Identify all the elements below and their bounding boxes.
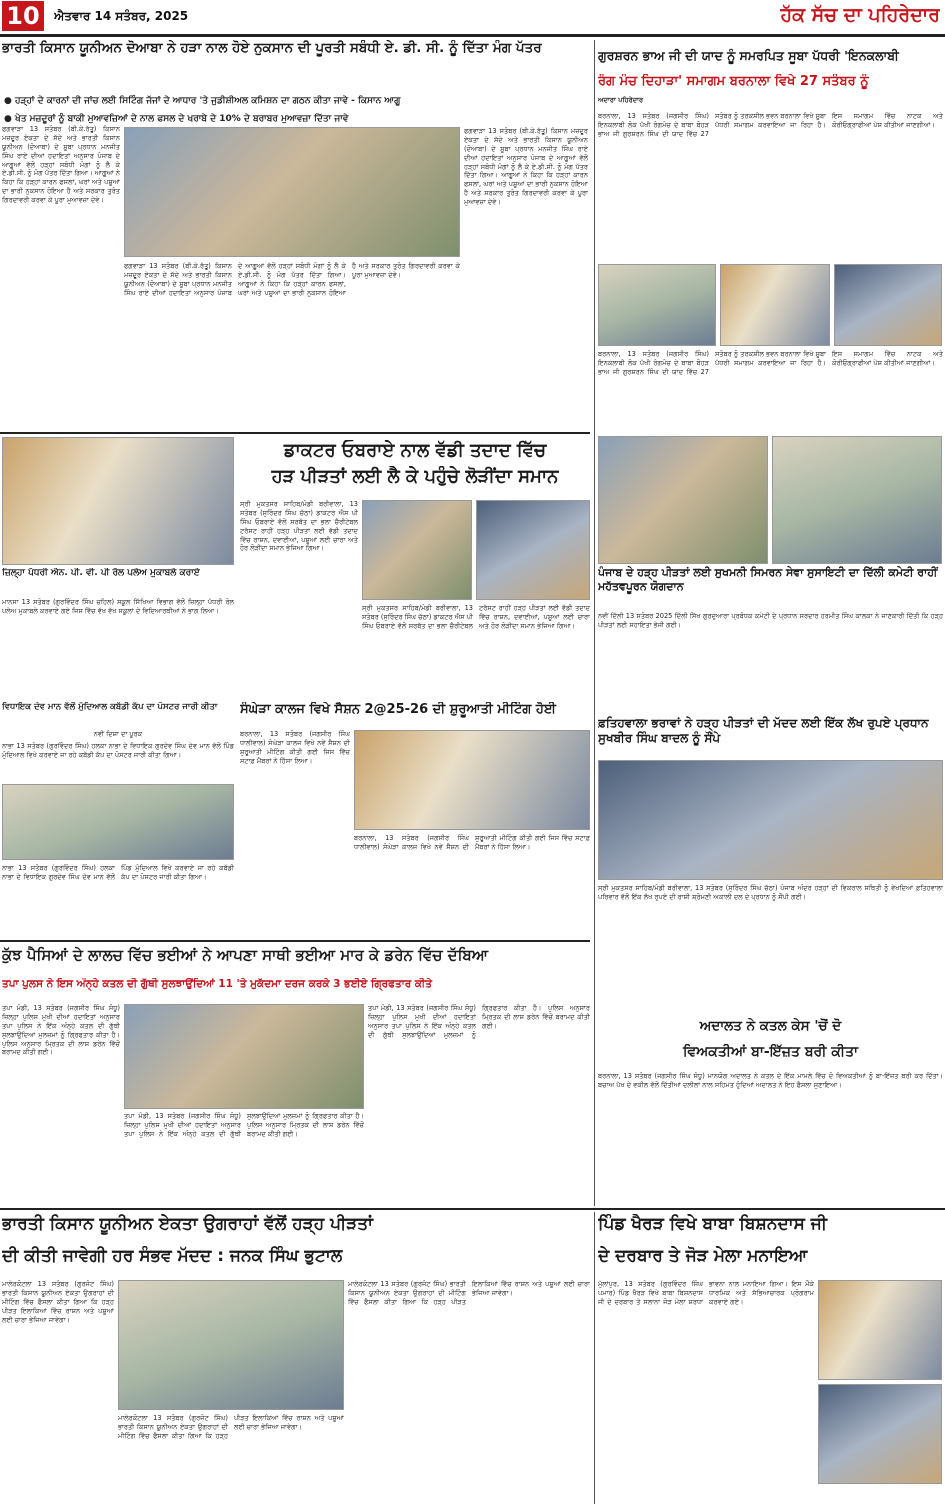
bku-body: ਮਾਲੇਰਕੋਟਲਾ 13 ਸਤੰਬਰ (ਗੁਰਜੰਟ ਸਿੰਘ) ਭਾਰਤੀ ਕਿਸਾਨ ਯੂਨੀਅਨ ਏਕਤਾ ਉਗਰਾਹਾਂ ਦੀ ਮੀਟਿੰਗ ਵਿੱਚ ਫੈਸਲਾ ਕੀਤਾ ਗਿਆ ਕਿ ਹੜ੍ਹ ਪੀੜਤ ਇਲਾਕਿਆਂ ਵਿੱਚ ਰਾਸ਼ਨ ਅਤੇ ਪਸ਼ੂਆਂ ਲਈ ਚਾਰਾ ਭੇਜਿਆ ਜਾਵੇਗਾ। — [2, 1280, 114, 1324]
relief-body: ਨਵੀਂ ਦਿੱਲੀ 13 ਸਤੰਬਰ 2025 ਦਿੱਲੀ ਸਿੱਖ ਗੁਰਦੁਆਰਾ ਪ੍ਰਬੰਧਕ ਕਮੇਟੀ ਦੇ ਪ੍ਰਧਾਨ ਸਰਦਾਰ ਹਰਮੀਤ ਸਿੰਘ ਕਾਲਕਾ ਨੇ ਜਾਣਕਾਰੀ ਦਿੱਤੀ ਕਿ ਹੜ੍ਹ ਪੀੜਤਾਂ ਲਈ ਸਹਾਇਤਾ ਭੇਜੀ ਗਈ। — [598, 612, 943, 629]
fatehgarh-body: ਸ੍ਰੀ ਮੁਕਤਸਰ ਸਾਹਿਬ/ਮੰਡੀ ਬਰੀਵਾਲਾ, 13 ਸਤੰਬਰ (ਸੁਰਿੰਦਰ ਸਿੰਘ ਚੱਠਾ) ਪੰਜਾਬ ਅੰਦਰ ਹੜ੍ਹਾਂ ਦੀ ਵਿਕਰਾਲ ਸਥਿਤੀ ਨੂੰ ਵੇਖਦਿਆਂ ਫ਼ਤਿਹਵਾਲਾ ਪਰਿਵਾਰ ਵੱਲੋਂ ਇੱਕ ਲੱਖ ਰੁਪਏ ਦੀ ਰਾਸ਼ੀ ਸ਼੍ਰੋਮਣੀ ਅਕਾਲੀ ਦਲ ਦੇ ਪ੍ਰਧਾਨ ਨੂੰ ਸੌਂਪੀ ਗਈ। — [598, 884, 943, 901]
bku-body-2: ਮਾਲੇਰਕੋਟਲਾ 13 ਸਤੰਬਰ (ਗੁਰਜੰਟ ਸਿੰਘ) ਭਾਰਤੀ ਕਿਸਾਨ ਯੂਨੀਅਨ ਏਕਤਾ ਉਗਰਾਹਾਂ ਦੀ ਮੀਟਿੰਗ ਵਿੱਚ ਫੈਸਲਾ ਕੀਤਾ ਗਿਆ ਕਿ ਹੜ੍ਹ ਪੀੜਤ ਇਲਾਕਿਆਂ ਵਿੱਚ ਰਾਸ਼ਨ ਅਤੇ ਪਸ਼ੂਆਂ ਲਈ ਚਾਰਾ ਭੇਜਿਆ ਜਾਵੇਗਾ। — [118, 1414, 344, 1440]
bku-headline-2: ਦੀ ਕੀਤੀ ਜਾਵੇਗੀ ਹਰ ਸੰਭਵ ਮੱਦਦ : ਜਨਕ ਸਿੰਘ ਭੁਟਾਲ — [2, 1246, 343, 1266]
relief-photo-2 — [772, 436, 942, 564]
court-headline-1: ਅਦਾਲਤ ਨੇ ਕਤਲ ਕੇਸ 'ਚੋਂ ਦੋ — [699, 1018, 842, 1034]
college-photo — [354, 730, 590, 830]
divider-1 — [0, 432, 590, 434]
divider-3 — [0, 1208, 945, 1210]
divider-2 — [0, 940, 590, 942]
doctor-headline-2: ਹੜ ਪੀੜਤਾਂ ਲਈ ਲੈ ਕੇ ਪਹੁੰਚੇ ਲੋੜੀਂਦਾ ਸਮਾਨ — [271, 466, 559, 487]
fatehgarh-photo — [598, 760, 943, 880]
college-headline: ਸੰਘੇੜਾ ਕਾਲਜ ਵਿਖੇ ਸੈਸ਼ਨ 2@25-26 ਦੀ ਸ਼ੁਰੂਆਤੀ ਮੀਟਿੰਗ ਹੋਈ — [240, 702, 556, 717]
page-header — [0, 0, 945, 32]
kabaddi-subhead: ਨਵੀਂ ਦਿਸ਼ਾ ਦਾ ਪੂਰਕ — [93, 730, 143, 738]
lead-body-col2: ਫਗਵਾੜਾ 13 ਸਤੰਬਰ (ਬੀ.ਕੇ.ਰੱਤੂ) ਕਿਸਾਨ ਮਜ਼ਦੂਰ ਏਕਤਾ ਦੇ ਸੱਦੇ ਅਤੇ ਭਾਰਤੀ ਕਿਸਾਨ ਯੂਨੀਅਨ (ਦੋਆਬਾ) ਦੇ ਸੂਬਾ ਪ੍ਰਧਾਨ ਮਨਜੀਤ ਸਿੰਘ ਰਾਏ ਦੀਆਂ ਹਦਾਇਤਾਂ ਅਨੁਸਾਰ ਪੰਜਾਬ ਦੇ ਆਗੂਆਂ ਵੱਲੋਂ ਹੜ੍ਹਾਂ ਸਬੰਧੀ ਮੰਗਾਂ ਨੂੰ ਲੈ ਕੇ ਏ.ਡੀ.ਸੀ. ਨੂੰ ਮੰਗ ਪੱਤਰ ਦਿੱਤਾ ਗਿਆ। ਆਗੂਆਂ ਨੇ ਕਿਹਾ ਕਿ ਹੜ੍ਹਾਂ ਕਾਰਨ ਫਸਲਾਂ, ਘਰਾਂ ਅਤੇ ਪਸ਼ੂਆਂ ਦਾ ਭਾਰੀ ਨੁਕਸਾਨ ਹੋਇਆ ਹੈ ਅਤੇ ਸਰਕਾਰ ਤੁਰੰਤ ਗਿਰਦਾਵਰੀ ਕਰਵਾ ਕੇ ਪੂਰਾ ਮੁਆਵਜ਼ਾ ਦੇਵੇ। — [124, 262, 460, 297]
crime-body-3: ਤਪਾ ਮੰਡੀ, 13 ਸਤੰਬਰ (ਜਗਸੀਰ ਸਿੰਘ ਸੰਧੂ) ਜ਼ਿਲ੍ਹਾ ਪੁਲਿਸ ਮੁਖੀ ਦੀਆਂ ਹਦਾਇਤਾਂ ਅਨੁਸਾਰ ਤਪਾ ਪੁਲਿਸ ਨੇ ਇੱਕ ਅੰਨ੍ਹੇ ਕਤਲ ਦੀ ਗੁੱਥੀ ਸੁਲਝਾਉਂਦਿਆਂ ਮੁਲਜ਼ਮਾਂ ਨੂੰ ਗ੍ਰਿਫਤਾਰ ਕੀਤਾ ਹੈ। ਪੁਲਿਸ ਅਨੁਸਾਰ ਮ੍ਰਿਤਕ ਦੀ ਲਾਸ਼ ਡਰੇਨ ਵਿੱਚੋਂ ਬਰਾਮਦ ਕੀਤੀ ਗਈ। — [124, 1112, 364, 1138]
theatre-body: ਬਰਨਾਲਾ, 13 ਸਤੰਬਰ (ਜਗਸੀਰ ਸਿੰਘ) ਇਨਕਲਾਬੀ ਲੋਕ ਪੱਖੀ ਰੰਗਮੰਚ ਦੇ ਬਾਬਾ ਬੋਹੜ ਭਾਅ ਜੀ ਗੁਰਸ਼ਰਨ ਸਿੰਘ ਦੀ ਯਾਦ ਵਿੱਚ 27 ਸਤੰਬਰ ਨੂੰ ਤਰਕਸ਼ੀਲ ਭਵਨ ਬਰਨਾਲਾ ਵਿਖੇ ਸੂਬਾ ਪੱਧਰੀ ਸਮਾਗਮ ਕਰਵਾਇਆ ਜਾ ਰਿਹਾ ਹੈ। ਇਸ ਸਮਾਗਮ ਵਿੱਚ ਨਾਟਕ ਅਤੇ ਕੋਰੀਓਗ੍ਰਾਫੀਆਂ ਪੇਸ਼ ਕੀਤੀਆਂ ਜਾਣਗੀਆਂ। — [598, 112, 943, 138]
theatre-byline: ਅਦਾਰਾ ਪਹਿਰੇਦਾਰ — [598, 96, 644, 104]
crime-body: ਤਪਾ ਮੰਡੀ, 13 ਸਤੰਬਰ (ਜਗਸੀਰ ਸਿੰਘ ਸੰਧੂ) ਜ਼ਿਲ੍ਹਾ ਪੁਲਿਸ ਮੁਖੀ ਦੀਆਂ ਹਦਾਇਤਾਂ ਅਨੁਸਾਰ ਤਪਾ ਪੁਲਿਸ ਨੇ ਇੱਕ ਅੰਨ੍ਹੇ ਕਤਲ ਦੀ ਗੁੱਥੀ ਸੁਲਝਾਉਂਦਿਆਂ ਮੁਲਜ਼ਮਾਂ ਨੂੰ ਗ੍ਰਿਫਤਾਰ ਕੀਤਾ ਹੈ। ਪੁਲਿਸ ਅਨੁਸਾਰ ਮ੍ਰਿਤਕ ਦੀ ਲਾਸ਼ ਡਰੇਨ ਵਿੱਚੋਂ ਬਰਾਮਦ ਕੀਤੀ ਗਈ। — [2, 1004, 120, 1057]
theatre-photo-1 — [598, 264, 716, 346]
kabaddi-body-2: ਨਾਭਾ 13 ਸਤੰਬਰ (ਗੁਰਵਿੰਦਰ ਸਿੰਘ) ਹਲਕਾ ਨਾਭਾ ਦੇ ਵਿਧਾਇਕ ਗੁਰਦੇਵ ਸਿੰਘ ਦੇਵ ਮਾਨ ਵੱਲੋਂ ਪਿੰਡ ਮੁੰਦਿਆਲ ਵਿਖੇ ਕਰਵਾਏ ਜਾ ਰਹੇ ਕਬੱਡੀ ਕੱਪ ਦਾ ਪੋਸਟਰ ਜਾਰੀ ਕੀਤਾ ਗਿਆ। — [2, 864, 234, 881]
relief-headline: ਪੰਜਾਬ ਦੇ ਹੜ੍ਹ ਪੀੜਤਾਂ ਲਈ ਸੁਖਮਨੀ ਸਿਮਰਨ ਸੇਵਾ ਸੁਸਾਇਟੀ ਦਾ ਦਿੱਲੀ ਕਮੇਟੀ ਰਾਹੀਂ ਮਹੱਤਵਪੂਰਨ ਯੋਗਦਾਨ — [598, 566, 938, 593]
mela-body: ਮੁੱਲਾਂਪੁਰ, 13 ਸਤੰਬਰ (ਗੁਰਵਿੰਦਰ ਸਿੰਘ ਪਮਾਰ) ਪਿੰਡ ਖੈਰੜ ਵਿਖੇ ਬਾਬਾ ਬਿਸ਼ਨਦਾਸ ਜੀ ਦੇ ਦਰਬਾਰ ਤੇ ਸਲਾਨਾ ਜੋੜ ਮੇਲਾ ਸ਼ਰਧਾ ਭਾਵਨਾ ਨਾਲ ਮਨਾਇਆ ਗਿਆ। ਇਸ ਮੌਕੇ ਧਾਰਮਿਕ ਅਤੇ ਸੱਭਿਆਚਾਰਕ ਪ੍ਰੋਗਰਾਮ ਕਰਵਾਏ ਗਏ। — [598, 1280, 814, 1306]
school-headline: ਜ਼ਿਲ੍ਹਾ ਪੱਧਰੀ ਐਨ. ਪੀ. ਵੀ. ਪੀ ਰੋਲ ਪਲੇਅ ਮੁਕਾਬਲੇ ਕਰਾਏ — [2, 568, 200, 578]
doctor-photo-1 — [362, 500, 472, 600]
lead-headline: ਭਾਰਤੀ ਕਿਸਾਨ ਯੂਨੀਅਨ ਦੋਆਬਾ ਨੇ ਹੜਾ ਨਾਲ ਹੋਏ ਨੁਕਸਾਨ ਦੀ ਪੂਰਤੀ ਸਬੰਧੀ ਏ. ਡੀ. ਸੀ. ਨੂੰ ਦਿੱਤਾ ਮੰਗ ਪੱਤਰ — [2, 40, 542, 56]
column-rule-right — [594, 40, 595, 1206]
kabaddi-photo — [2, 784, 234, 860]
crime-headline: ਕੁੱਝ ਪੈਸਿਆਂ ਦੇ ਲਾਲਚ ਵਿੱਚ ਭਈਆਂ ਨੇ ਆਪਣਾ ਸਾਥੀ ਭਈਆ ਮਾਰ ਕੇ ਡਰੇਨ ਵਿੱਚ ਦੱਬਿਆ — [2, 946, 489, 964]
kabaddi-headline: ਵਿਧਾਇਕ ਦੇਵ ਮਾਨ ਵੱਲੋਂ ਮੁੰਦਿਆਲ ਕਬੱਡੀ ਕੱਪ ਦਾ ਪੋਸਟਰ ਜਾਰੀ ਕੀਤਾ — [2, 702, 218, 712]
doctor-body-2: ਸ੍ਰੀ ਮੁਕਤਸਰ ਸਾਹਿਬ/ਮੰਡੀ ਬਰੀਵਾਲਾ, 13 ਸਤੰਬਰ (ਸੁਰਿੰਦਰ ਸਿੰਘ ਚੱਠਾ) ਡਾਕਟਰ ਐਸ ਪੀ ਸਿੰਘ ਓਬਰਾਏ ਵੱਲੋਂ ਸਰਬੱਤ ਦਾ ਭਲਾ ਚੈਰੀਟੇਬਲ ਟਰੱਸਟ ਰਾਹੀਂ ਹੜ੍ਹ ਪੀੜਤਾਂ ਲਈ ਵੱਡੀ ਤਦਾਦ ਵਿੱਚ ਰਾਸ਼ਨ, ਦਵਾਈਆਂ, ਪਸ਼ੂਆਂ ਲਈ ਚਾਰਾ ਅਤੇ ਹੋਰ ਲੋੜੀਂਦਾ ਸਮਾਨ ਭੇਜਿਆ ਗਿਆ। — [362, 604, 590, 630]
crime-subhead: ਤਪਾ ਪੁਲਸ ਨੇ ਇਸ ਅੰਨ੍ਹੇ ਕਤਲ ਦੀ ਗੁੱਥੀ ਸੁਲਝਾਉਂਦਿਆਂ 11 'ਤੇ ਮੁਕੱਦਮਾ ਦਰਜ ਕਰਕੇ 3 ਭਈਏ ਗ੍ਰਿਫਤਾਰ ਕੀਤੇ — [2, 978, 432, 990]
lead-body-col3: ਫਗਵਾੜਾ 13 ਸਤੰਬਰ (ਬੀ.ਕੇ.ਰੱਤੂ) ਕਿਸਾਨ ਮਜ਼ਦੂਰ ਏਕਤਾ ਦੇ ਸੱਦੇ ਅਤੇ ਭਾਰਤੀ ਕਿਸਾਨ ਯੂਨੀਅਨ (ਦੋਆਬਾ) ਦੇ ਸੂਬਾ ਪ੍ਰਧਾਨ ਮਨਜੀਤ ਸਿੰਘ ਰਾਏ ਦੀਆਂ ਹਦਾਇਤਾਂ ਅਨੁਸਾਰ ਪੰਜਾਬ ਦੇ ਆਗੂਆਂ ਵੱਲੋਂ ਹੜ੍ਹਾਂ ਸਬੰਧੀ ਮੰਗਾਂ ਨੂੰ ਲੈ ਕੇ ਏ.ਡੀ.ਸੀ. ਨੂੰ ਮੰਗ ਪੱਤਰ ਦਿੱਤਾ ਗਿਆ। ਆਗੂਆਂ ਨੇ ਕਿਹਾ ਕਿ ਹੜ੍ਹਾਂ ਕਾਰਨ ਫਸਲਾਂ, ਘਰਾਂ ਅਤੇ ਪਸ਼ੂਆਂ ਦਾ ਭਾਰੀ ਨੁਕਸਾਨ ਹੋਇਆ ਹੈ ਅਤੇ ਸਰਕਾਰ ਤੁਰੰਤ ਗਿਰਦਾਵਰੀ ਕਰਵਾ ਕੇ ਪੂਰਾ ਮੁਆਵਜ਼ਾ ਦੇਵੇ। — [464, 127, 588, 207]
fatehgarh-headline: ਫ਼ਤਿਹਵਾਲਾ ਭਰਾਵਾਂ ਨੇ ਹੜ੍ਹ ਪੀੜਤਾਂ ਦੀ ਮੱਦਦ ਲਈ ਇੱਕ ਲੱਖ ਰੁਪਏ ਪ੍ਰਧਾਨ ਸੁਖਬੀਰ ਸਿੰਘ ਬਾਦਲ ਨੂੰ ਸੌਂਪੇ — [598, 716, 929, 745]
crime-body-2: ਤਪਾ ਮੰਡੀ, 13 ਸਤੰਬਰ (ਜਗਸੀਰ ਸਿੰਘ ਸੰਧੂ) ਜ਼ਿਲ੍ਹਾ ਪੁਲਿਸ ਮੁਖੀ ਦੀਆਂ ਹਦਾਇਤਾਂ ਅਨੁਸਾਰ ਤਪਾ ਪੁਲਿਸ ਨੇ ਇੱਕ ਅੰਨ੍ਹੇ ਕਤਲ ਦੀ ਗੁੱਥੀ ਸੁਲਝਾਉਂਦਿਆਂ ਮੁਲਜ਼ਮਾਂ ਨੂੰ ਗ੍ਰਿਫਤਾਰ ਕੀਤਾ ਹੈ। ਪੁਲਿਸ ਅਨੁਸਾਰ ਮ੍ਰਿਤਕ ਦੀ ਲਾਸ਼ ਡਰੇਨ ਵਿੱਚੋਂ ਬਰਾਮਦ ਕੀਤੀ ਗਈ। — [368, 1004, 590, 1039]
mela-headline-2: ਦੇ ਦਰਬਾਰ ਤੇ ਜੋੜ ਮੇਲਾ ਮਨਾਇਆ — [598, 1246, 808, 1266]
college-body-2: ਬਰਨਾਲਾ, 13 ਸਤੰਬਰ (ਜਗਸੀਰ ਸਿੰਘ ਧਾਲੀਵਾਲ) ਸੰਘੇੜਾ ਕਾਲਜ ਵਿਖੇ ਨਵੇਂ ਸੈਸ਼ਨ ਦੀ ਸ਼ੁਰੂਆਤੀ ਮੀਟਿੰਗ ਕੀਤੀ ਗਈ ਜਿਸ ਵਿੱਚ ਸਟਾਫ਼ ਮੈਂਬਰਾਂ ਨੇ ਹਿੱਸਾ ਲਿਆ। — [354, 834, 590, 851]
column-rule-bottom — [594, 1212, 595, 1504]
mela-photo-2 — [818, 1384, 942, 1484]
theatre-body-2: ਬਰਨਾਲਾ, 13 ਸਤੰਬਰ (ਜਗਸੀਰ ਸਿੰਘ) ਇਨਕਲਾਬੀ ਲੋਕ ਪੱਖੀ ਰੰਗਮੰਚ ਦੇ ਬਾਬਾ ਬੋਹੜ ਭਾਅ ਜੀ ਗੁਰਸ਼ਰਨ ਸਿੰਘ ਦੀ ਯਾਦ ਵਿੱਚ 27 ਸਤੰਬਰ ਨੂੰ ਤਰਕਸ਼ੀਲ ਭਵਨ ਬਰਨਾਲਾ ਵਿਖੇ ਸੂਬਾ ਪੱਧਰੀ ਸਮਾਗਮ ਕਰਵਾਇਆ ਜਾ ਰਿਹਾ ਹੈ। ਇਸ ਸਮਾਗਮ ਵਿੱਚ ਨਾਟਕ ਅਤੇ ਕੋਰੀਓਗ੍ਰਾਫੀਆਂ ਪੇਸ਼ ਕੀਤੀਆਂ ਜਾਣਗੀਆਂ। — [598, 350, 943, 376]
bku-body-3: ਮਾਲੇਰਕੋਟਲਾ 13 ਸਤੰਬਰ (ਗੁਰਜੰਟ ਸਿੰਘ) ਭਾਰਤੀ ਕਿਸਾਨ ਯੂਨੀਅਨ ਏਕਤਾ ਉਗਰਾਹਾਂ ਦੀ ਮੀਟਿੰਗ ਵਿੱਚ ਫੈਸਲਾ ਕੀਤਾ ਗਿਆ ਕਿ ਹੜ੍ਹ ਪੀੜਤ ਇਲਾਕਿਆਂ ਵਿੱਚ ਰਾਸ਼ਨ ਅਤੇ ਪਸ਼ੂਆਂ ਲਈ ਚਾਰਾ ਭੇਜਿਆ ਜਾਵੇਗਾ। — [348, 1280, 590, 1306]
lead-bullet-text-1: ● ਹੜ੍ਹਾਂ ਦੇ ਕਾਰਨਾਂ ਦੀ ਜਾਂਚ ਲਈ ਸਿਟਿੰਗ ਜੱਜਾਂ ਦੇ ਆਧਾਰ 'ਤੇ ਜੁਡੀਸ਼ੀਅਲ ਕਮਿਸ਼ਨ ਦਾ ਗਠਨ ਕੀਤਾ ਜਾਵੇ - ਕਿਸਾਨ ਆਗੂ — [4, 96, 400, 106]
bku-headline-1: ਭਾਰਤੀ ਕਿਸਾਨ ਯੂਨੀਅਨ ਏਕਤਾ ਉਗਰਾਹਾਂ ਵੱਲੋਂ ਹੜ੍ਹ ਪੀੜਤਾਂ — [2, 1214, 373, 1234]
lead-bullet-1 — [4, 88, 587, 106]
theatre-photo-3 — [834, 264, 942, 346]
theatre-headline-2: ਰੰਗ ਮੰਚ ਦਿਹਾੜਾ' ਸਮਾਗਮ ਬਰਨਾਲਾ ਵਿਖੇ 27 ਸਤੰਬਰ ਨੂੰ — [598, 74, 869, 89]
mela-headline-1: ਪਿੰਡ ਖੈਰੜ ਵਿਖੇ ਬਾਬਾ ਬਿਸ਼ਨਦਾਸ ਜੀ — [598, 1214, 828, 1234]
college-body: ਬਰਨਾਲਾ, 13 ਸਤੰਬਰ (ਜਗਸੀਰ ਸਿੰਘ ਧਾਲੀਵਾਲ) ਸੰਘੇੜਾ ਕਾਲਜ ਵਿਖੇ ਨਵੇਂ ਸੈਸ਼ਨ ਦੀ ਸ਼ੁਰੂਆਤੀ ਮੀਟਿੰਗ ਕੀਤੀ ਗਈ ਜਿਸ ਵਿੱਚ ਸਟਾਫ਼ ਮੈਂਬਰਾਂ ਨੇ ਹਿੱਸਾ ਲਿਆ। — [240, 730, 350, 765]
court-body: ਬਰਨਾਲਾ, 13 ਸਤੰਬਰ (ਜਗਸੀਰ ਸਿੰਘ ਸੰਧੂ) ਮਾਨਯੋਗ ਅਦਾਲਤ ਨੇ ਕਤਲ ਦੇ ਇੱਕ ਮਾਮਲੇ ਵਿੱਚ ਦੋ ਵਿਅਕਤੀਆਂ ਨੂੰ ਬਾ-ਇੱਜ਼ਤ ਬਰੀ ਕਰ ਦਿੱਤਾ। ਬਚਾਅ ਪੱਖ ਦੇ ਵਕੀਲ ਵੱਲੋਂ ਦਿੱਤੀਆਂ ਦਲੀਲਾਂ ਨਾਲ ਸਹਿਮਤ ਹੁੰਦਿਆਂ ਅਦਾਲਤ ਨੇ ਇਹ ਫੈਸਲਾ ਸੁਣਾਇਆ। — [598, 1072, 943, 1089]
lead-photo — [124, 127, 460, 257]
lead-bullet-2 — [4, 106, 587, 124]
court-headline-2: ਵਿਅਕਤੀਆਂ ਬਾ-ਇੱਜ਼ਤ ਬਰੀ ਕੀਤਾ — [682, 1044, 859, 1060]
theatre-headline-1: ਗੁਰਸ਼ਰਨ ਭਾਅ ਜੀ ਦੀ ਯਾਦ ਨੂੰ ਸਮਰਪਿਤ ਸੂਬਾ ਪੱਧਰੀ 'ਇਨਕਲਾਬੀ — [598, 48, 899, 63]
theatre-photo-2 — [720, 264, 830, 346]
doctor-body: ਸ੍ਰੀ ਮੁਕਤਸਰ ਸਾਹਿਬ/ਮੰਡੀ ਬਰੀਵਾਲਾ, 13 ਸਤੰਬਰ (ਸੁਰਿੰਦਰ ਸਿੰਘ ਚੱਠਾ) ਡਾਕਟਰ ਐਸ ਪੀ ਸਿੰਘ ਓਬਰਾਏ ਵੱਲੋਂ ਸਰਬੱਤ ਦਾ ਭਲਾ ਚੈਰੀਟੇਬਲ ਟਰੱਸਟ ਰਾਹੀਂ ਹੜ੍ਹ ਪੀੜਤਾਂ ਲਈ ਵੱਡੀ ਤਦਾਦ ਵਿੱਚ ਰਾਸ਼ਨ, ਦਵਾਈਆਂ, ਪਸ਼ੂਆਂ ਲਈ ਚਾਰਾ ਅਤੇ ਹੋਰ ਲੋੜੀਂਦਾ ਸਮਾਨ ਭੇਜਿਆ ਗਿਆ। — [240, 500, 358, 553]
relief-photo-1 — [598, 436, 768, 564]
page-number: 10 — [2, 1, 44, 31]
issue-date: ਐਤਵਾਰ 14 ਸਤੰਬਰ, 2025 — [54, 9, 189, 23]
doctor-headline-1: ਡਾਕਟਰ ਓਬਰਾਏ ਨਾਲ ਵੱਡੀ ਤਦਾਦ ਵਿੱਚ — [283, 440, 547, 461]
header-rule — [0, 34, 945, 37]
kabaddi-body: ਨਾਭਾ 13 ਸਤੰਬਰ (ਗੁਰਵਿੰਦਰ ਸਿੰਘ) ਹਲਕਾ ਨਾਭਾ ਦੇ ਵਿਧਾਇਕ ਗੁਰਦੇਵ ਸਿੰਘ ਦੇਵ ਮਾਨ ਵੱਲੋਂ ਪਿੰਡ ਮੁੰਦਿਆਲ ਵਿਖੇ ਕਰਵਾਏ ਜਾ ਰਹੇ ਕਬੱਡੀ ਕੱਪ ਦਾ ਪੋਸਟਰ ਜਾਰੀ ਕੀਤਾ ਗਿਆ। — [2, 742, 234, 759]
school-body: ਮਾਨਸਾ 13 ਸਤੰਬਰ (ਗੁਰਵਿੰਦਰ ਸਿੰਘ ਚਹਿਲ) ਸਕੂਲ ਸਿੱਖਿਆ ਵਿਭਾਗ ਵੱਲੋਂ ਜ਼ਿਲ੍ਹਾ ਪੱਧਰੀ ਰੋਲ ਪਲੇਅ ਮੁਕਾਬਲੇ ਕਰਵਾਏ ਗਏ ਜਿਸ ਵਿੱਚ ਵੱਖ ਵੱਖ ਸਕੂਲਾਂ ਦੇ ਵਿਦਿਆਰਥੀਆਂ ਨੇ ਭਾਗ ਲਿਆ। — [2, 598, 234, 615]
bku-photo-1 — [118, 1280, 344, 1410]
mela-photo-1 — [818, 1280, 942, 1380]
masthead-logo: ਹੱਕ ਸੱਚ ਦਾ ਪਹਿਰੇਦਾਰ — [780, 4, 940, 26]
school-photo — [2, 437, 234, 565]
doctor-photo-2 — [476, 500, 590, 600]
lead-bullet-text-2: ● ਖੇਤ ਮਜ਼ਦੂਰਾਂ ਨੂੰ ਬਾਕੀ ਮੁਆਵਜ਼ਿਆਂ ਦੇ ਨਾਲ ਫਸਲ ਦੇ ਖਰਾਬੇ ਦੇ 10% ਦੇ ਬਰਾਬਰ ਮੁਆਵਜ਼ਾ ਦਿੱਤਾ ਜਾਵੇ — [4, 114, 348, 124]
lead-body: ਫਗਵਾੜਾ 13 ਸਤੰਬਰ (ਬੀ.ਕੇ.ਰੱਤੂ) ਕਿਸਾਨ ਮਜ਼ਦੂਰ ਏਕਤਾ ਦੇ ਸੱਦੇ ਅਤੇ ਭਾਰਤੀ ਕਿਸਾਨ ਯੂਨੀਅਨ (ਦੋਆਬਾ) ਦੇ ਸੂਬਾ ਪ੍ਰਧਾਨ ਮਨਜੀਤ ਸਿੰਘ ਰਾਏ ਦੀਆਂ ਹਦਾਇਤਾਂ ਅਨੁਸਾਰ ਪੰਜਾਬ ਦੇ ਆਗੂਆਂ ਵੱਲੋਂ ਹੜ੍ਹਾਂ ਸਬੰਧੀ ਮੰਗਾਂ ਨੂੰ ਲੈ ਕੇ ਏ.ਡੀ.ਸੀ. ਨੂੰ ਮੰਗ ਪੱਤਰ ਦਿੱਤਾ ਗਿਆ। ਆਗੂਆਂ ਨੇ ਕਿਹਾ ਕਿ ਹੜ੍ਹਾਂ ਕਾਰਨ ਫਸਲਾਂ, ਘਰਾਂ ਅਤੇ ਪਸ਼ੂਆਂ ਦਾ ਭਾਰੀ ਨੁਕਸਾਨ ਹੋਇਆ ਹੈ ਅਤੇ ਸਰਕਾਰ ਤੁਰੰਤ ਗਿਰਦਾਵਰੀ ਕਰਵਾ ਕੇ ਪੂਰਾ ਮੁਆਵਜ਼ਾ ਦੇਵੇ। — [2, 125, 120, 205]
crime-photo — [124, 1004, 364, 1109]
